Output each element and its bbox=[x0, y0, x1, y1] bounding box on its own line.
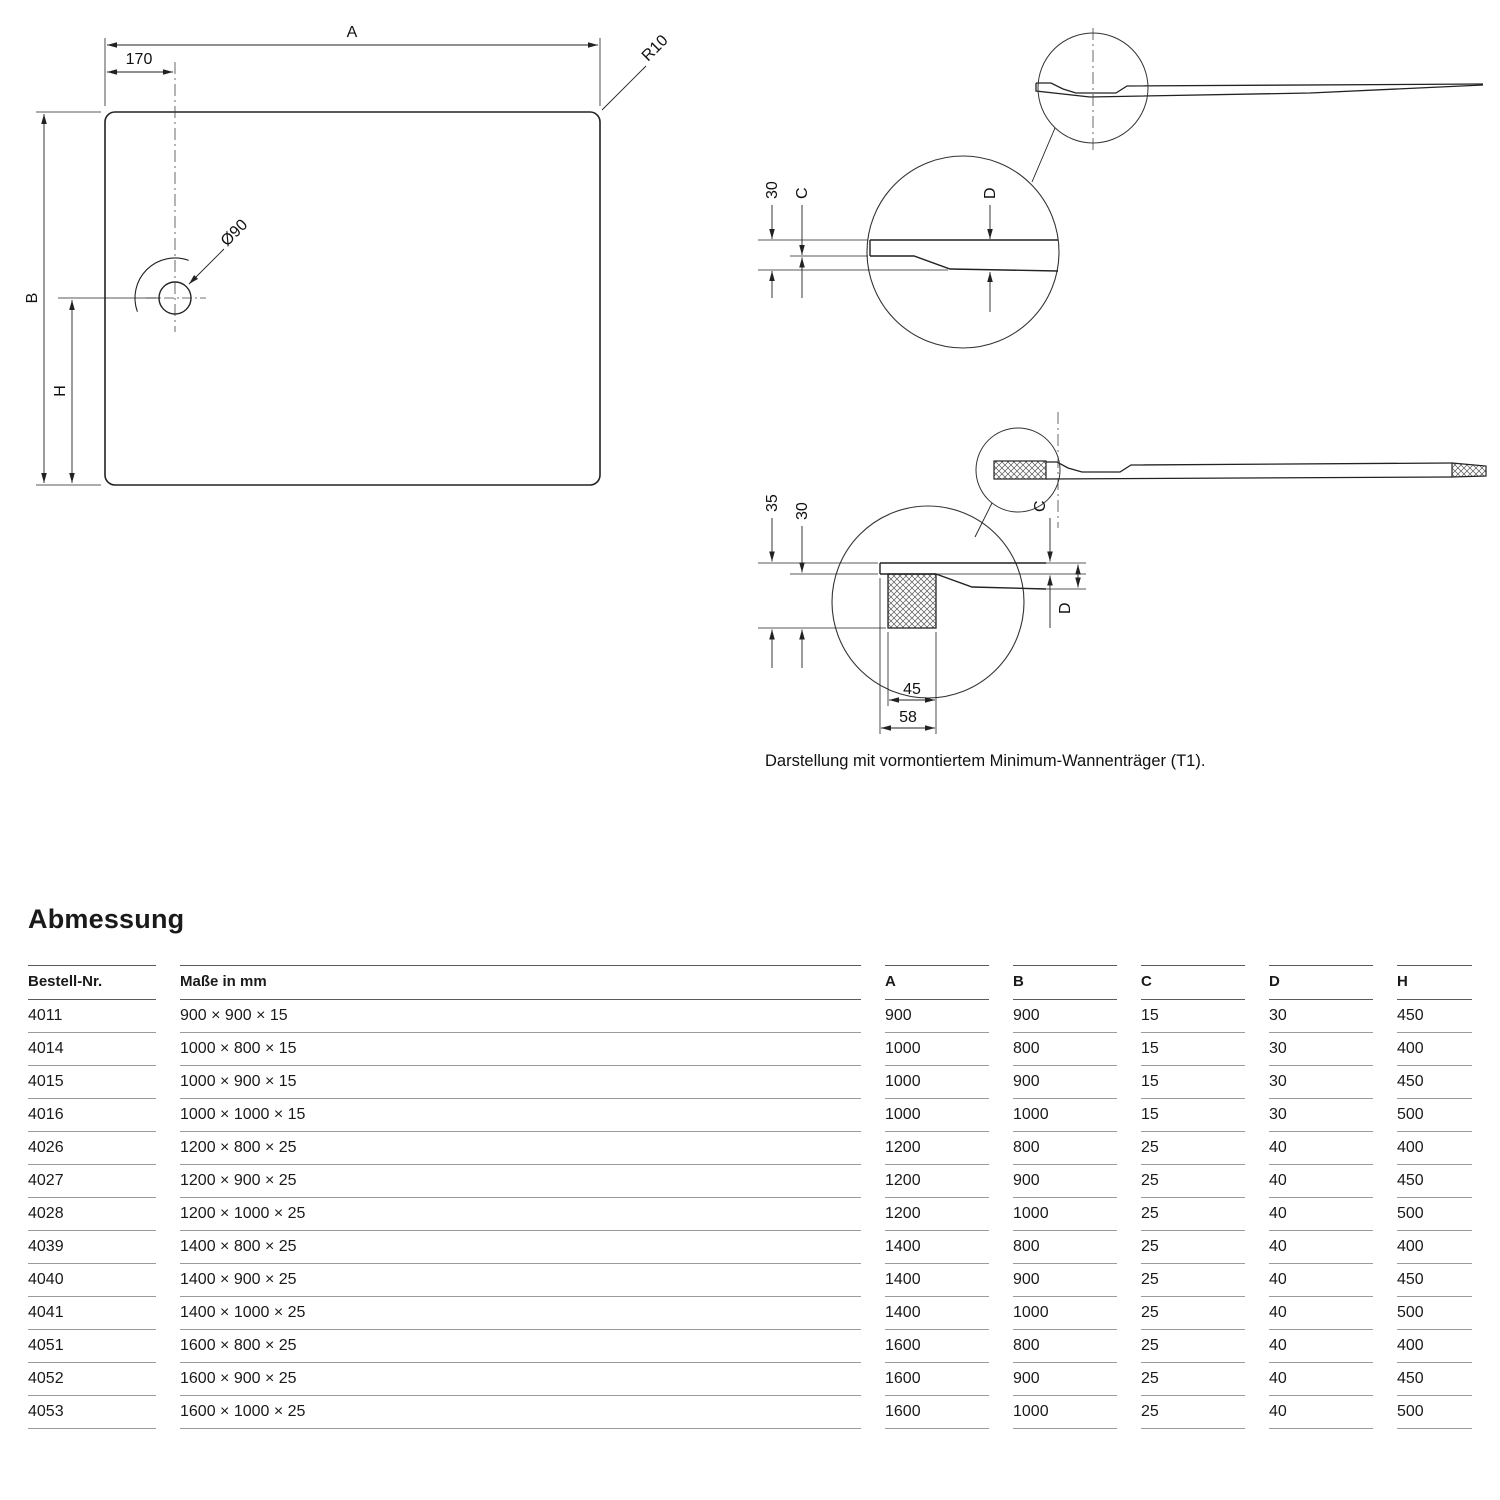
table-cell: 30 bbox=[1269, 1099, 1373, 1132]
table-cell: 1000 bbox=[885, 1099, 989, 1132]
table-cell: 1000 bbox=[1013, 1297, 1117, 1330]
table-cell: 900 bbox=[1013, 1000, 1117, 1033]
table-cell: 4027 bbox=[28, 1165, 156, 1198]
table-cell: 1600 bbox=[885, 1330, 989, 1363]
dimensions-table bbox=[28, 965, 1472, 1429]
leader-r10 bbox=[602, 66, 646, 110]
table-cell: 1600 bbox=[885, 1363, 989, 1396]
table-cell: 40 bbox=[1269, 1264, 1373, 1297]
col-header-c: C bbox=[1141, 965, 1245, 1000]
table-cell: 30 bbox=[1269, 1033, 1373, 1066]
table-cell: 4028 bbox=[28, 1198, 156, 1231]
table-cell: 400 bbox=[1397, 1231, 1472, 1264]
col-header-d: D bbox=[1269, 965, 1373, 1000]
table-cell: 1400 × 1000 × 25 bbox=[180, 1297, 861, 1330]
table-row bbox=[28, 1066, 1472, 1099]
table-cell: 40 bbox=[1269, 1396, 1373, 1429]
table-cell: 40 bbox=[1269, 1165, 1373, 1198]
dim-label-45: 45 bbox=[903, 681, 921, 698]
table-cell: 1200 × 800 × 25 bbox=[180, 1132, 861, 1165]
table-cell: 4051 bbox=[28, 1330, 156, 1363]
table-cell: 800 bbox=[1013, 1330, 1117, 1363]
table-row bbox=[28, 1033, 1472, 1066]
table-cell: 1200 × 1000 × 25 bbox=[180, 1198, 861, 1231]
table-row bbox=[28, 1099, 1472, 1132]
dim-label-30-top: 30 bbox=[764, 181, 781, 199]
table-cell: 1200 bbox=[885, 1165, 989, 1198]
table-cell: 40 bbox=[1269, 1297, 1373, 1330]
table-cell: 15 bbox=[1141, 1066, 1245, 1099]
table-cell: 25 bbox=[1141, 1396, 1245, 1429]
table-cell: 1400 × 800 × 25 bbox=[180, 1231, 861, 1264]
table-cell: 40 bbox=[1269, 1132, 1373, 1165]
table-cell: 1600 × 800 × 25 bbox=[180, 1330, 861, 1363]
table-cell: 1000 × 800 × 15 bbox=[180, 1033, 861, 1066]
col-header-a: A bbox=[885, 965, 989, 1000]
table-cell: 400 bbox=[1397, 1132, 1472, 1165]
table-row bbox=[28, 1132, 1472, 1165]
dim-label-35-bottom: 35 bbox=[764, 494, 781, 512]
table-cell: 1200 × 900 × 25 bbox=[180, 1165, 861, 1198]
section-view-top bbox=[758, 28, 1483, 348]
table-row bbox=[28, 1363, 1472, 1396]
col-header-bestell-nr: Bestell-Nr. bbox=[28, 965, 156, 1000]
table-cell: 1000 bbox=[1013, 1396, 1117, 1429]
table-cell: 450 bbox=[1397, 1165, 1472, 1198]
table-cell: 1000 bbox=[1013, 1099, 1117, 1132]
table-cell: 1400 bbox=[885, 1264, 989, 1297]
table-cell: 4041 bbox=[28, 1297, 156, 1330]
table-cell: 4039 bbox=[28, 1231, 156, 1264]
table-cell: 25 bbox=[1141, 1330, 1245, 1363]
table-cell: 500 bbox=[1397, 1099, 1472, 1132]
table-cell: 25 bbox=[1141, 1297, 1245, 1330]
table-cell: 25 bbox=[1141, 1165, 1245, 1198]
table-cell: 450 bbox=[1397, 1363, 1472, 1396]
table-cell: 40 bbox=[1269, 1363, 1373, 1396]
table-cell: 900 bbox=[1013, 1066, 1117, 1099]
table-row bbox=[28, 1165, 1472, 1198]
table-row bbox=[28, 1330, 1472, 1363]
table-cell: 4026 bbox=[28, 1132, 156, 1165]
table-row bbox=[28, 1231, 1472, 1264]
table-cell: 1000 × 1000 × 15 bbox=[180, 1099, 861, 1132]
dim-label-b: B bbox=[24, 292, 41, 304]
table-cell: 1400 bbox=[885, 1297, 989, 1330]
table-cell: 4011 bbox=[28, 1000, 156, 1033]
drawing-caption: Darstellung mit vormontiertem Minimum-Wannenträger (T1). bbox=[765, 752, 1206, 770]
table-cell: 450 bbox=[1397, 1264, 1472, 1297]
tray-outline bbox=[105, 112, 600, 485]
table-header-row bbox=[28, 965, 1472, 1000]
table-cell: 1000 × 900 × 15 bbox=[180, 1066, 861, 1099]
table-cell: 800 bbox=[1013, 1231, 1117, 1264]
table-row bbox=[28, 1264, 1472, 1297]
dim-label-h: H bbox=[52, 385, 69, 397]
table-cell: 500 bbox=[1397, 1297, 1472, 1330]
table-cell: 25 bbox=[1141, 1264, 1245, 1297]
dim-label-a: A bbox=[346, 24, 358, 41]
table-cell: 1200 bbox=[885, 1132, 989, 1165]
table-cell: 500 bbox=[1397, 1198, 1472, 1231]
detail-circle-large-top bbox=[867, 156, 1059, 348]
table-cell: 40 bbox=[1269, 1330, 1373, 1363]
table-cell: 1600 × 1000 × 25 bbox=[180, 1396, 861, 1429]
support-cross-section bbox=[888, 574, 936, 628]
table-cell: 900 bbox=[1013, 1264, 1117, 1297]
section-title: Abmessung bbox=[28, 904, 185, 934]
table-cell: 1400 bbox=[885, 1231, 989, 1264]
col-header-masse: Maße in mm bbox=[180, 965, 861, 1000]
table-cell: 4053 bbox=[28, 1396, 156, 1429]
table-cell: 900 × 900 × 15 bbox=[180, 1000, 861, 1033]
table-cell: 800 bbox=[1013, 1132, 1117, 1165]
dim-label-170: 170 bbox=[125, 51, 153, 68]
table-cell: 1000 bbox=[885, 1066, 989, 1099]
table-cell: 15 bbox=[1141, 1000, 1245, 1033]
table-row bbox=[28, 1396, 1472, 1429]
table-cell: 40 bbox=[1269, 1231, 1373, 1264]
table-cell: 4052 bbox=[28, 1363, 156, 1396]
table-row bbox=[28, 1297, 1472, 1330]
dim-label-30-bottom: 30 bbox=[794, 502, 811, 520]
table-cell: 450 bbox=[1397, 1000, 1472, 1033]
section-view-bottom bbox=[758, 412, 1486, 770]
table-cell: 30 bbox=[1269, 1066, 1373, 1099]
dim-label-d-bottom: D bbox=[1057, 602, 1074, 614]
table-cell: 900 bbox=[1013, 1363, 1117, 1396]
drain-recess-arc bbox=[135, 258, 189, 312]
support-block-right bbox=[1452, 463, 1486, 477]
dim-label-d90: Ø90 bbox=[217, 216, 252, 250]
table-cell: 1600 bbox=[885, 1396, 989, 1429]
table-cell: 25 bbox=[1141, 1132, 1245, 1165]
table-cell: 400 bbox=[1397, 1033, 1472, 1066]
dim-label-d-top: D bbox=[982, 187, 999, 199]
plan-view bbox=[24, 24, 672, 485]
table-cell: 25 bbox=[1141, 1198, 1245, 1231]
table-cell: 450 bbox=[1397, 1066, 1472, 1099]
table-cell: 25 bbox=[1141, 1231, 1245, 1264]
leader-d90 bbox=[189, 249, 224, 284]
table-cell: 1200 bbox=[885, 1198, 989, 1231]
support-block-left bbox=[994, 461, 1046, 479]
dim-label-r10: R10 bbox=[638, 32, 672, 65]
col-header-h: H bbox=[1397, 965, 1472, 1000]
table-cell: 25 bbox=[1141, 1363, 1245, 1396]
table-cell: 4015 bbox=[28, 1066, 156, 1099]
table-row bbox=[28, 1000, 1472, 1033]
col-header-b: B bbox=[1013, 965, 1117, 1000]
dim-label-c-bottom: C bbox=[1032, 500, 1049, 512]
table-cell: 30 bbox=[1269, 1000, 1373, 1033]
dim-label-58: 58 bbox=[899, 709, 917, 726]
table-cell: 1400 × 900 × 25 bbox=[180, 1264, 861, 1297]
table-cell: 900 bbox=[885, 1000, 989, 1033]
table-cell: 1600 × 900 × 25 bbox=[180, 1363, 861, 1396]
table-cell: 1000 bbox=[885, 1033, 989, 1066]
table-cell: 900 bbox=[1013, 1165, 1117, 1198]
table-cell: 40 bbox=[1269, 1198, 1373, 1231]
table-body bbox=[28, 1000, 1472, 1429]
table-cell: 800 bbox=[1013, 1033, 1117, 1066]
table-cell: 15 bbox=[1141, 1033, 1245, 1066]
dim-label-c-top: C bbox=[794, 187, 811, 199]
table-cell: 1000 bbox=[1013, 1198, 1117, 1231]
table-cell: 4040 bbox=[28, 1264, 156, 1297]
table-cell: 500 bbox=[1397, 1396, 1472, 1429]
table-cell: 4014 bbox=[28, 1033, 156, 1066]
table-cell: 4016 bbox=[28, 1099, 156, 1132]
detail-leader-top bbox=[1032, 128, 1055, 182]
table-cell: 15 bbox=[1141, 1099, 1245, 1132]
table-row bbox=[28, 1198, 1472, 1231]
table-cell: 400 bbox=[1397, 1330, 1472, 1363]
